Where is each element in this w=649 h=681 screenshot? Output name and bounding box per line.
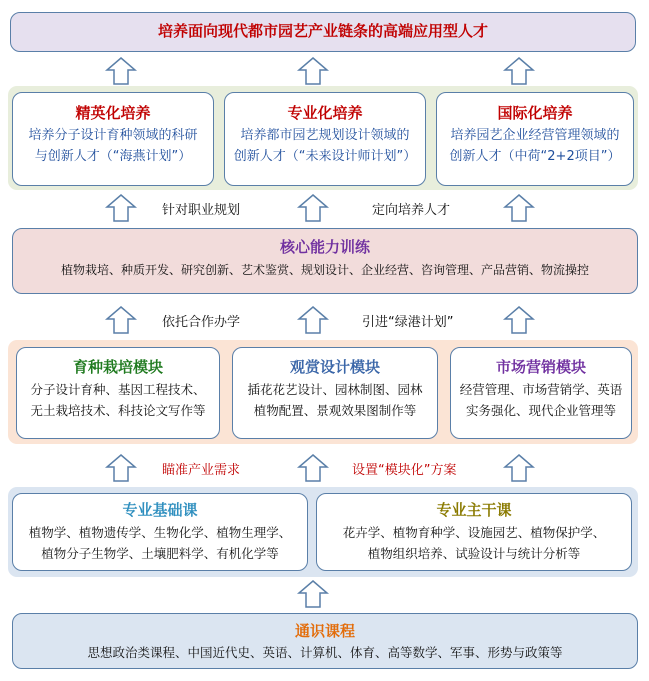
module-line: 植物配置、景观效果图制作等 [253,403,417,418]
direction-title: 专业化培养 [287,104,363,122]
module-title: 育种栽培模块 [72,358,163,376]
foundation-line: 植物分子生物学、土壤肥料学、有机化学等 [41,546,279,561]
module-line: 实务强化、现代企业管理等 [465,403,616,418]
direction-card-professional [224,92,426,186]
up-arrow-icon [106,57,136,85]
module-card-breeding [16,347,220,439]
foundation-title: 专业主干课 [436,501,512,519]
up-arrow-icon [106,306,136,334]
arrow-label: 依托合作办学 [162,315,241,330]
direction-line: 培养园艺企业经营管理领域的 [450,128,620,143]
goal-box [10,12,636,52]
foundation-line: 植物学、植物遗传学、生物化学、植物生理学、 [28,525,292,540]
general-box [12,613,638,669]
arrow-label: 瞄准产业需求 [162,463,241,478]
up-arrow-icon [298,306,328,334]
up-arrow-icon [106,194,136,222]
arrow-label: 定向培养人才 [372,203,451,218]
up-arrow-icon [504,454,534,482]
direction-title: 精英化培养 [75,104,151,122]
up-arrow-icon [298,194,328,222]
up-arrow-icon [298,454,328,482]
core-text: 植物栽培、种质开发、研究创新、艺术鉴赏、规划设计、企业经营、咨询管理、产品营销、物流操控 [60,263,589,277]
foundation-title: 专业基础课 [122,501,198,519]
general-text: 思想政治类课程、中国近代史、英语、计算机、体育、高等数学、军事、形势与政策等 [87,645,563,660]
goal-text: 培养面向现代都市园艺产业链条的高端应用型人才 [157,22,488,40]
up-arrow-icon [106,454,136,482]
module-card-design [232,347,438,439]
up-arrow-icon [298,580,328,608]
direction-card-elite [12,92,214,186]
module-line: 经营管理、市场营销学、英语 [459,382,623,397]
direction-line: 培养分子设计育种领域的科研 [28,128,198,143]
arrow-label: 设置“模块化”方案 [352,463,457,478]
up-arrow-icon [504,306,534,334]
direction-title: 国际化培养 [497,104,573,122]
arrow-label: 引进“绿港计划” [362,315,454,330]
foundation-line: 花卉学、植物育种学、设施园艺、植物保护学、 [342,525,606,540]
foundation-card-core [316,493,632,571]
direction-line: 创新人才（“未来设计师计划”） [233,149,417,164]
foundation-line: 植物组织培养、试验设计与统计分析等 [367,546,581,561]
module-line: 插花花艺设计、园林制图、园林 [247,382,423,397]
module-line: 无土栽培技术、科技论文写作等 [30,403,206,418]
module-title: 市场营销模块 [495,358,586,376]
module-title: 观赏设计模块 [289,358,380,376]
general-title: 通识课程 [294,622,355,640]
direction-card-international [436,92,634,186]
core-box [12,228,638,294]
module-card-marketing [450,347,632,439]
foundation-card-basic [12,493,308,571]
up-arrow-icon [504,57,534,85]
up-arrow-icon [504,194,534,222]
core-title: 核心能力训练 [279,238,370,256]
up-arrow-icon [298,57,328,85]
direction-line: 与创新人才（“海燕计划”） [34,149,192,164]
module-line: 分子设计育种、基因工程技术、 [30,382,206,397]
direction-line: 培养都市园艺规划设计领域的 [240,128,410,143]
arrow-label: 针对职业规划 [162,203,241,218]
direction-line: 创新人才（中荷“2+2项目”） [449,149,621,164]
